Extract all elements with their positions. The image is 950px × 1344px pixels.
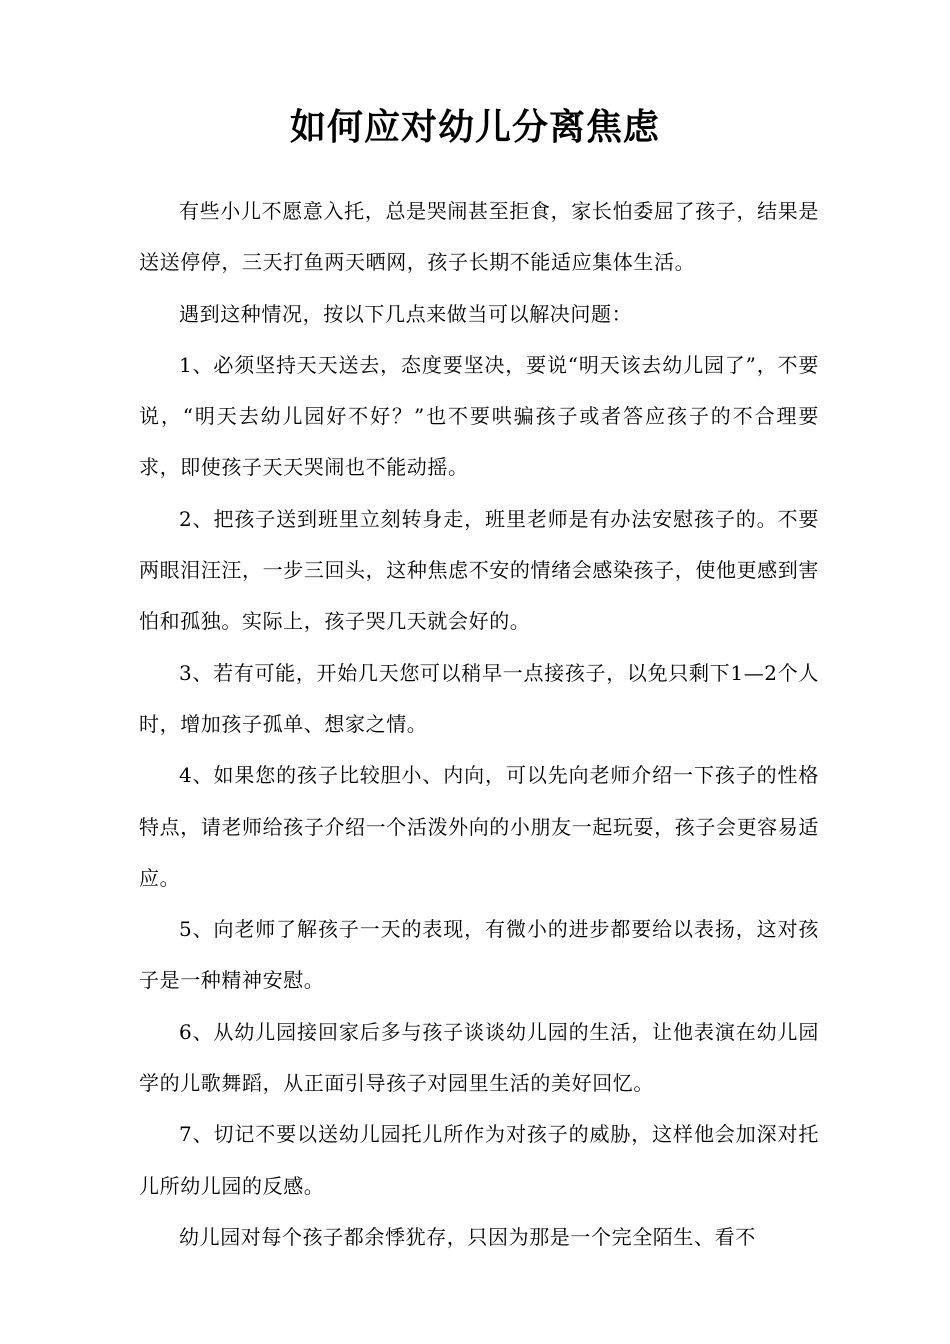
paragraph-point-3: 3、若有可能，开始几天您可以稍早一点接孩子，以免只剩下1—2个人时，增加孩子孤单、想家之情。 [139,660,819,736]
paragraph-lead-in: 遇到这种情况，按以下几点来做当可以解决问题： [179,301,633,326]
paragraph-closing: 幼儿园对每个孩子都余悸犹存，只因为那是一个完全陌生、看不 [179,1224,756,1249]
paragraph-point-6: 6、从幼儿园接回家后多与孩子谈谈幼儿园的生活，让他表演在幼儿园学的儿歌舞蹈，从正面引导孩子对园里生活的美好回忆。 [139,1019,819,1096]
paragraph-point-1: 1、必须坚持天天送去，态度要坚决，要说“明天该去幼儿园了”，不要说，“明天去幼儿园好不好？”也不要哄骗孩子或者答应孩子的不合理要求，即使孩子天天哭闹也不能动摇。 [139,352,819,480]
paragraph-point-4: 4、如果您的孩子比较胆小、内向，可以先向老师介绍一下孩子的性格特点，请老师给孩子介绍一个活泼外向的小朋友一起玩耍，孩子会更容易适应。 [139,763,819,890]
document-body [139,186,819,1263]
document-title: 如何应对幼儿分离焦虑 [289,107,660,148]
paragraph-point-2: 2、把孩子送到班里立刻转身走，班里老师是有办法安慰孩子的。不要两眼泪汪汪，一步三回头，这种焦虑不安的情绪会感染孩子，使他更感到害怕和孤独。实际上，孩子哭几天就会好的。 [139,506,819,634]
paragraph-intro: 有些小儿不愿意入托，总是哭闹甚至拒食，家长怕委屈了孩子，结果是送送停停，三天打鱼两天晒网，孩子长期不能适应集体生活。 [139,199,819,275]
paragraph-point-7: 7、切记不要以送幼儿园托儿所作为对孩子的威胁，这样他会加深对托儿所幼儿园的反感。 [139,1122,819,1198]
paragraph-point-5: 5、向老师了解孩子一天的表现，有微小的进步都要给以表扬，这对孩子是一种精神安慰。 [139,917,819,993]
